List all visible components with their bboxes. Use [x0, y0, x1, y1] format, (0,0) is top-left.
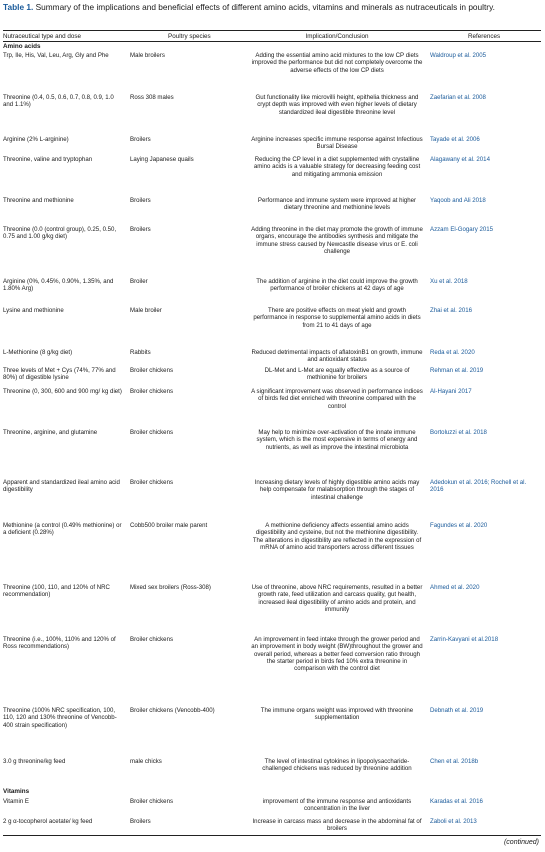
row-19-type: Vitamin E: [3, 798, 29, 805]
row-1-type: Trp, Ile, His, Val, Leu, Arg, Gly and Phe: [3, 52, 109, 59]
row-9-type: L-Methionine (8 g/kg diet): [3, 349, 73, 356]
row-13-reference[interactable]: Adedokun et al. 2016; Rochell et al. 2016: [430, 479, 527, 494]
row-20-type: 2 g α-tocopherol acetate/ kg feed: [3, 818, 93, 825]
row-16-reference[interactable]: Zarrin-Kavyani et al.2018: [430, 636, 499, 643]
caption-text: Summary of the implications and beneficial effects of different amino acids, vitamins and minerals as nutraceuticals in poultry.: [35, 2, 495, 12]
row-14-type: Methionine (a control (0.49% methionine) or a deficient (0.28%): [3, 522, 122, 537]
row-1-species: Male broilers: [130, 52, 165, 59]
row-2-type: Threonine (0.4, 0.5, 0.6, 0.7, 0.8, 0.9, 1.0 and 1.1%): [3, 94, 114, 109]
row-7-reference[interactable]: Xu et al. 2018: [430, 278, 468, 285]
row-20-species: Broilers: [130, 818, 151, 825]
row-13-species: Broiler chickens: [130, 479, 174, 486]
row-10-implication: DL-Met and L-Met are equally effective as a source of methionine for broilers: [264, 367, 410, 382]
row-15-type: Threonine (100, 110, and 120% of NRC recommendation): [3, 584, 110, 599]
row-5-reference[interactable]: Yaqoob and Ali 2018: [430, 197, 486, 204]
row-8-implication: There are positive effects on meat yield and growth performance in response to supplemental amino acids in diets from 21 to 41 days of age: [253, 307, 421, 329]
row-1-implication: Adding the essential amino acid mixtures to the low CP diets improved the performance but did not completely overcome the adverse effects of the low CP diets: [251, 52, 423, 74]
row-6-type: Threonine (0.0 (control group), 0.25, 0.50, 0.75 and 1.00 g/kg diet): [3, 226, 117, 241]
row-18-implication: The level of intestinal cytokines in lipopolysaccharide-challenged chickens was reduced by threonine addition: [262, 758, 412, 773]
row-15-implication: Use of threonine, above NRC requirements, resulted in a better growth rate, feed utilization and carcass quality, gut health, increased ileal digestibility of amino acids and protein, and immunity: [251, 584, 423, 613]
row-3-reference[interactable]: Tayade et al. 2006: [430, 136, 480, 143]
row-14-reference[interactable]: Fagundes et al. 2020: [430, 522, 488, 529]
row-5-type: Threonine and methionine: [3, 197, 74, 204]
caption-label: Table 1.: [3, 2, 34, 12]
row-16-species: Broiler chickens: [130, 636, 174, 643]
row-2-species: Ross 308 males: [130, 94, 174, 101]
row-18-reference[interactable]: Chen et al. 2018b: [430, 758, 479, 765]
row-17-implication: The immune organs weight was improved with threonine supplementation: [260, 707, 414, 722]
column-header-references: References: [468, 33, 501, 40]
row-20-implication: Increase in carcass mass and decrease in the abdominal fat of broilers: [252, 818, 422, 833]
row-6-reference[interactable]: Azzam El-Gogary 2015: [430, 226, 493, 233]
column-header-implication: Implication/Conclusion: [305, 33, 369, 40]
row-2-reference[interactable]: Zaefarian et al. 2008: [430, 94, 486, 101]
row-4-implication: Reducing the CP level in a diet supplemented with crystalline amino acids is a valuable strategy for decreasing feeding cost and mitigating ammonia emission: [253, 156, 421, 178]
row-12-reference[interactable]: Bortoluzzi et al. 2018: [430, 429, 487, 436]
row-13-implication: Increasing dietary levels of highly digestible amino acids may help compensate for malabsorption through the stages of intestinal challenge: [254, 479, 420, 501]
row-7-implication: The addition of arginine in the diet could improve the growth performance of broiler chickens at 42 days of age: [256, 278, 418, 293]
row-12-species: Broiler chickens: [130, 429, 174, 436]
row-11-reference[interactable]: Al-Hayani 2017: [430, 388, 472, 395]
row-11-species: Broiler chickens: [130, 388, 174, 395]
row-17-type: Threonine (100% NRC specification, 100, 110, 120 and 130% threonine of Vencobb-400 strain specification): [3, 707, 117, 729]
row-13-type: Apparent and standardized ileal amino acid digestibility: [3, 479, 120, 494]
row-7-type: Arginine (0%, 0.45%, 0.90%, 1.35%, and 1.80% Arg): [3, 278, 114, 293]
row-4-species: Laying Japanese quails: [130, 156, 194, 163]
column-header-species: Poultry species: [168, 33, 211, 40]
row-1-reference[interactable]: Waldroup et al. 2005: [430, 52, 487, 59]
row-4-reference[interactable]: Alagawany et al. 2014: [430, 156, 490, 163]
header-bottom-rule: [3, 41, 541, 42]
header-top-rule: [3, 30, 541, 31]
row-5-implication: Performance and immune system were improved at higher dietary threonine and methionine levels: [257, 197, 417, 212]
column-header-type: Nutraceutical type and dose: [3, 33, 82, 40]
row-11-implication: A significant improvement was observed in performance indices of birds fed diet enriched with threonine compared with the control: [251, 388, 423, 410]
row-9-reference[interactable]: Reda et al. 2020: [430, 349, 475, 356]
row-15-species: Mixed sex broilers (Ross-308): [130, 584, 211, 591]
row-19-species: Broiler chickens: [130, 798, 174, 805]
row-17-species: Broiler chickens (Vencobb-400): [130, 707, 215, 714]
section-vitamins: Vitamins: [3, 788, 30, 795]
row-10-species: Broiler chickens: [130, 367, 174, 374]
row-15-reference[interactable]: Ahmed et al. 2020: [430, 584, 480, 591]
row-18-species: male chicks: [130, 758, 162, 765]
row-17-reference[interactable]: Debnath et al. 2019: [430, 707, 484, 714]
row-9-implication: Reduced detrimental impacts of aflatoxinB1 on growth, immune and antioxidant status: [251, 349, 423, 364]
row-11-type: Threonine (0, 300, 600 and 900 mg/ kg diet): [3, 388, 122, 395]
section-amino-acids: Amino acids: [3, 43, 41, 50]
table-caption: [3, 2, 541, 12]
row-12-implication: May help to minimize over-activation of the innate immune system, which is the most expensive in terms of energy and nutrients, as well as improve the intestinal microbiota: [256, 429, 418, 451]
row-8-reference[interactable]: Zhai et al. 2016: [430, 307, 473, 314]
row-4-type: Threonine, valine and tryptophan: [3, 156, 93, 163]
row-16-implication: An improvement in feed intake through the grower period and an improvement in body weight (BW)throughout the grower and overall period, whereas a better feed conversion ratio through the starter period in birds fed 10% extra threonine in comparison with the control diet: [251, 636, 423, 672]
row-19-implication: improvement of the immune response and antioxidants concentration in the liver: [262, 798, 412, 813]
row-7-species: Broiler: [130, 278, 148, 285]
row-14-implication: A methionine deficiency affects essential amino acids digestibility and cysteine, but not the methionine digestibility. The alterations in digestibility are reflected in the expression of mRNA of amino acid transporters across different tissues: [252, 522, 422, 551]
row-3-implication: Arginine increases specific immune response against Infectious Bursal Disease: [251, 136, 423, 151]
row-9-species: Rabbits: [130, 349, 151, 356]
row-2-implication: Gut functionality like microvilli height, epithelia thickness and crypt depth was improved with even higher levels of dietary standardized ileal digestible threonine level: [255, 94, 419, 116]
row-14-species: Cobb500 broiler male parent: [130, 522, 208, 529]
table-bottom-rule: [3, 835, 541, 836]
continued-note: (continued): [503, 839, 539, 846]
row-6-implication: Adding threonine in the diet may promote the growth of immune organs, encourage the antibodies synthesis and mitigate the immune stress caused by Newcastle disease virus or E. coli challenge: [251, 226, 423, 255]
row-3-species: Broilers: [130, 136, 151, 143]
row-19-reference[interactable]: Karadas et al. 2016: [430, 798, 483, 805]
row-12-type: Threonine, arginine, and glutamine: [3, 429, 98, 436]
row-6-species: Broilers: [130, 226, 151, 233]
row-8-type: Lysine and methionine: [3, 307, 64, 314]
row-20-reference[interactable]: Zaboli et al. 2013: [430, 818, 477, 825]
row-8-species: Male broiler: [130, 307, 162, 314]
row-16-type: Threonine (i.e., 100%, 110% and 120% of Ross recommendations): [3, 636, 116, 651]
row-3-type: Arginine (2% L-arginine): [3, 136, 69, 143]
row-5-species: Broilers: [130, 197, 151, 204]
row-18-type: 3.0 g threonine/kg feed: [3, 758, 66, 765]
row-10-reference[interactable]: Rehman et al. 2019: [430, 367, 484, 374]
row-10-type: Three levels of Met + Cys (74%, 77% and 80%) of digestible lysine: [3, 367, 116, 382]
